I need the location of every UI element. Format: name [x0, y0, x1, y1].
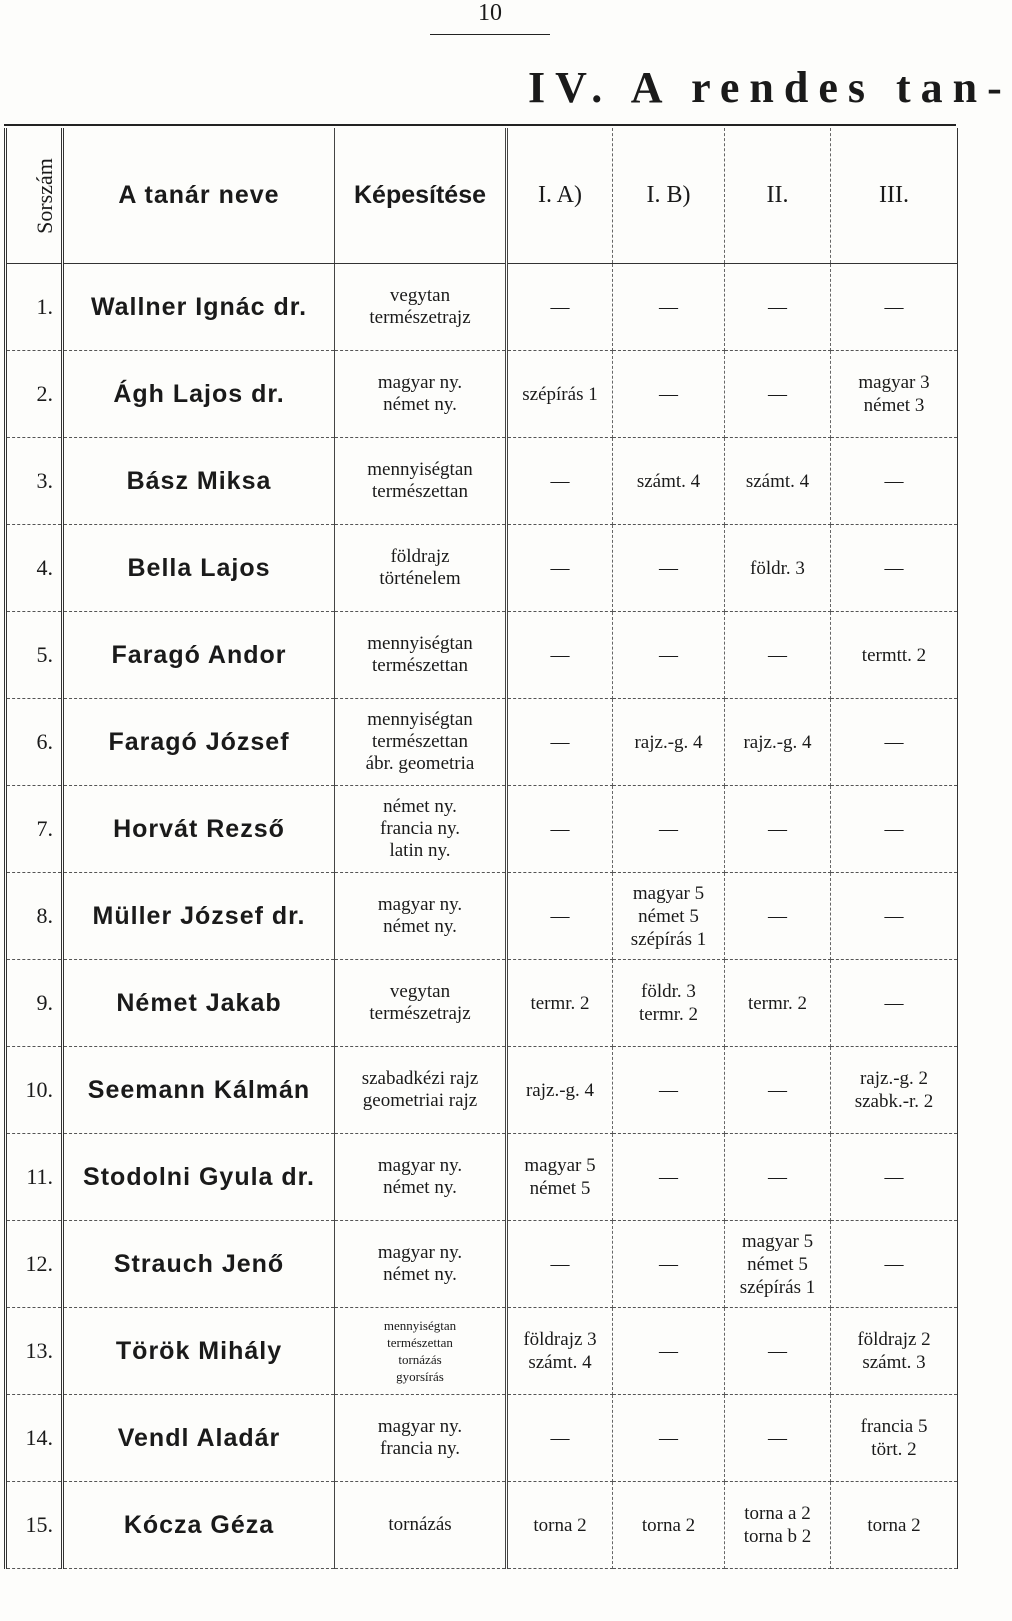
class-assignment-cell — [725, 699, 831, 786]
class-assignment-cell — [725, 438, 831, 525]
assignment-line: rajz.-g. 2 — [859, 1068, 929, 1089]
assignment-line: — — [768, 1079, 787, 1101]
teacher-name: Müller József dr. — [63, 873, 335, 960]
assignment-line: termr. 2 — [638, 1004, 699, 1025]
page-number-rule — [430, 34, 550, 35]
class-assignment-cell — [507, 1308, 613, 1395]
class-assignment-cell — [831, 1395, 958, 1482]
header-class-1b: I. B) — [613, 128, 725, 264]
class-assignment-cell — [831, 1308, 958, 1395]
teacher-name: Strauch Jenő — [63, 1221, 335, 1308]
assignment-line: — — [768, 1427, 787, 1449]
table-row — [6, 351, 958, 438]
class-assignment-cell — [507, 786, 613, 873]
class-assignment-cell — [613, 1395, 725, 1482]
qualification-cell — [335, 873, 507, 960]
assignment-line: — — [659, 557, 678, 579]
row-number: 2. — [6, 351, 63, 438]
qualification-line: vegytan — [389, 285, 451, 306]
assignment-line: — — [550, 470, 570, 492]
assignment-line: — — [550, 557, 570, 579]
qualification-cell — [335, 1308, 507, 1395]
row-number: 6. — [6, 699, 63, 786]
qualification-line: magyar ny. — [377, 372, 463, 393]
header-class-2: II. — [725, 128, 831, 264]
row-number: 7. — [6, 786, 63, 873]
assignment-line: szépírás 1 — [739, 1276, 816, 1298]
qualification-cell — [335, 699, 507, 786]
assignment-line: számt. 4 — [745, 470, 810, 492]
qualification-line: német ny. — [383, 394, 457, 415]
assignment-line: magyar 5 — [632, 882, 705, 904]
assignment-line: — — [884, 1253, 904, 1275]
class-assignment-cell — [831, 960, 958, 1047]
teacher-name: Bella Lajos — [63, 525, 335, 612]
row-number: 4. — [6, 525, 63, 612]
class-assignment-cell — [831, 1134, 958, 1221]
qualification-line: tornázás — [388, 1514, 452, 1535]
qualification-line: természetrajz — [369, 1003, 471, 1024]
class-assignment-cell — [831, 612, 958, 699]
row-number: 3. — [6, 438, 63, 525]
assignment-line: német 3 — [863, 395, 925, 416]
class-assignment-cell — [725, 960, 831, 1047]
header-teacher-name: A tanár neve — [63, 128, 335, 264]
class-assignment-cell — [507, 960, 613, 1047]
qualification-cell — [335, 1047, 507, 1134]
qualification-line: földrajz — [390, 546, 450, 567]
assignment-line: — — [659, 818, 678, 840]
teacher-name: Stodolni Gyula dr. — [63, 1134, 335, 1221]
class-assignment-cell — [507, 1134, 613, 1221]
section-heading: IV. A rendes tan- — [528, 63, 1012, 112]
assignment-line: — — [884, 470, 904, 492]
row-number: 1. — [6, 264, 63, 351]
qualification-line: francia ny. — [380, 818, 460, 839]
assignment-line: rajz.-g. 4 — [525, 1079, 595, 1101]
class-assignment-cell — [831, 264, 958, 351]
assignment-line: — — [550, 1253, 570, 1275]
qualification-cell — [335, 786, 507, 873]
qualification-line: vegytan — [389, 981, 451, 1002]
teacher-name: Ágh Lajos dr. — [63, 351, 335, 438]
qualification-line: mennyiségtan — [383, 1318, 457, 1333]
table-row — [6, 1134, 958, 1221]
qualification-line: gyorsírás — [396, 1369, 444, 1384]
assignment-line: — — [768, 905, 787, 927]
class-assignment-cell — [507, 1047, 613, 1134]
class-assignment-cell — [725, 264, 831, 351]
qualification-cell — [335, 960, 507, 1047]
assignment-line: földrajz 3 — [523, 1329, 597, 1350]
assignment-line: torna 2 — [641, 1514, 696, 1536]
assignment-line: magyar 3 — [858, 372, 930, 393]
qualification-cell — [335, 1395, 507, 1482]
assignment-line: — — [659, 1340, 678, 1362]
class-assignment-cell — [507, 1395, 613, 1482]
class-assignment-cell — [831, 1482, 958, 1569]
table-row — [6, 1395, 958, 1482]
qualification-cell — [335, 438, 507, 525]
qualification-line: francia ny. — [380, 1438, 460, 1459]
class-assignment-cell — [507, 525, 613, 612]
assignment-line: — — [659, 296, 678, 318]
class-assignment-cell — [831, 351, 958, 438]
row-number: 12. — [6, 1221, 63, 1308]
teacher-table-container — [4, 128, 956, 1614]
assignment-line: tört. 2 — [871, 1439, 917, 1460]
header-index: Sorszám — [6, 128, 63, 264]
class-assignment-cell — [613, 1308, 725, 1395]
class-assignment-cell — [613, 1221, 725, 1308]
assignment-line: francia 5 — [860, 1416, 928, 1437]
table-row — [6, 1482, 958, 1569]
table-row — [6, 525, 958, 612]
assignment-line: rajz.-g. 4 — [634, 731, 703, 753]
qualification-line: német ny. — [383, 1264, 457, 1285]
table-row — [6, 264, 958, 351]
assignment-line: szépírás 1 — [522, 383, 598, 405]
qualification-line: mennyiségtan — [367, 709, 473, 730]
qualification-line: mennyiségtan — [367, 633, 473, 654]
table-row — [6, 1308, 958, 1395]
assignment-line: magyar 5 — [524, 1155, 596, 1176]
class-assignment-cell — [725, 1134, 831, 1221]
assignment-line: földrajz 2 — [857, 1329, 931, 1350]
class-assignment-cell — [507, 351, 613, 438]
class-assignment-cell — [613, 786, 725, 873]
class-assignment-cell — [507, 873, 613, 960]
table-row — [6, 873, 958, 960]
assignment-line: — — [550, 644, 570, 666]
row-number: 10. — [6, 1047, 63, 1134]
assignment-line: — — [884, 818, 904, 840]
table-top-rule — [4, 124, 956, 126]
class-assignment-cell — [831, 786, 958, 873]
assignment-line: — — [768, 1166, 787, 1188]
class-assignment-cell — [613, 1047, 725, 1134]
class-assignment-cell — [725, 786, 831, 873]
table-row — [6, 1047, 958, 1134]
row-number: 5. — [6, 612, 63, 699]
assignment-line: rajz.-g. 4 — [743, 731, 812, 753]
row-number: 9. — [6, 960, 63, 1047]
teacher-name: Kócza Géza — [63, 1482, 335, 1569]
assignment-line: termr. 2 — [747, 992, 808, 1014]
assignment-line: termtt. 2 — [861, 644, 927, 666]
teacher-name: Faragó József — [63, 699, 335, 786]
assignment-line: — — [659, 383, 678, 405]
class-assignment-cell — [725, 1221, 831, 1308]
assignment-line: — — [550, 731, 570, 753]
qualification-line: szabadkézi rajz — [361, 1068, 479, 1089]
assignment-line: — — [884, 1166, 904, 1188]
qualification-cell — [335, 525, 507, 612]
row-number: 14. — [6, 1395, 63, 1482]
assignment-line: magyar 5 — [741, 1230, 814, 1252]
assignment-line: — — [768, 1340, 787, 1362]
assignment-line: számt. 4 — [636, 470, 701, 492]
table-row — [6, 786, 958, 873]
qualification-cell — [335, 351, 507, 438]
class-assignment-cell — [725, 525, 831, 612]
class-assignment-cell — [613, 351, 725, 438]
qualification-line: ábr. geometria — [365, 753, 475, 774]
assignment-line: — — [659, 1166, 678, 1188]
qualification-line: magyar ny. — [377, 1242, 463, 1263]
assignment-line: — — [884, 731, 904, 753]
page-number: 10 — [478, 0, 502, 26]
class-assignment-cell — [507, 1221, 613, 1308]
qualification-line: német ny. — [383, 1177, 457, 1198]
assignment-line: — — [659, 644, 678, 666]
class-assignment-cell — [831, 1047, 958, 1134]
assignment-line: — — [659, 1427, 678, 1449]
class-assignment-cell — [613, 1482, 725, 1569]
assignment-line: torna a 2 — [744, 1503, 811, 1524]
class-assignment-cell — [831, 873, 958, 960]
class-assignment-cell — [725, 612, 831, 699]
row-number: 15. — [6, 1482, 63, 1569]
assignment-line: torna 2 — [533, 1514, 587, 1536]
assignment-line: földr. 3 — [641, 981, 696, 1002]
teacher-name: Horvát Rezső — [63, 786, 335, 873]
assignment-line: — — [659, 1253, 678, 1275]
row-number: 11. — [6, 1134, 63, 1221]
class-assignment-cell — [831, 1221, 958, 1308]
assignment-line: — — [884, 296, 904, 318]
qualification-line: történelem — [379, 568, 461, 589]
assignment-line: termr. 2 — [530, 992, 590, 1014]
class-assignment-cell — [725, 351, 831, 438]
assignment-line: német 5 — [747, 1253, 808, 1275]
assignment-line: — — [550, 1427, 570, 1449]
qualification-cell — [335, 612, 507, 699]
qualification-line: német ny. — [383, 796, 457, 817]
assignment-line: számt. 4 — [528, 1352, 592, 1373]
qualification-cell — [335, 1134, 507, 1221]
row-number: 8. — [6, 873, 63, 960]
teacher-name: Seemann Kálmán — [63, 1047, 335, 1134]
qualification-line: magyar ny. — [377, 1155, 463, 1176]
class-assignment-cell — [613, 612, 725, 699]
class-assignment-cell — [507, 612, 613, 699]
class-assignment-cell — [613, 438, 725, 525]
class-assignment-cell — [725, 873, 831, 960]
assignment-line: — — [550, 296, 570, 318]
assignment-line: — — [550, 905, 570, 927]
class-assignment-cell — [613, 699, 725, 786]
teacher-name: Wallner Ignác dr. — [63, 264, 335, 351]
assignment-line: szabk.-r. 2 — [854, 1091, 934, 1112]
assignment-line: — — [550, 818, 570, 840]
teacher-name: Faragó Andor — [63, 612, 335, 699]
qualification-line: tornázás — [398, 1352, 442, 1367]
assignment-line: földr. 3 — [750, 557, 805, 579]
table-row — [6, 1221, 958, 1308]
teacher-name: Német Jakab — [63, 960, 335, 1047]
header-class-1a: I. A) — [507, 128, 613, 264]
qualification-line: latin ny. — [389, 840, 451, 861]
qualification-line: geometriai rajz — [362, 1090, 478, 1111]
table-row — [6, 699, 958, 786]
class-assignment-cell — [725, 1482, 831, 1569]
class-assignment-cell — [831, 438, 958, 525]
class-assignment-cell — [725, 1308, 831, 1395]
assignment-line: német 5 — [529, 1178, 591, 1199]
header-qualification: Képesítése — [335, 128, 507, 264]
assignment-line: számt. 3 — [862, 1352, 926, 1373]
qualification-line: természettan — [371, 655, 468, 676]
row-number: 13. — [6, 1308, 63, 1395]
class-assignment-cell — [507, 438, 613, 525]
assignment-line: — — [659, 1079, 678, 1101]
assignment-line: német 5 — [638, 905, 699, 927]
teacher-name: Török Mihály — [63, 1308, 335, 1395]
table-row — [6, 960, 958, 1047]
class-assignment-cell — [831, 525, 958, 612]
class-assignment-cell — [831, 699, 958, 786]
assignment-line: szépírás 1 — [630, 928, 707, 950]
table-row — [6, 438, 958, 525]
table-row — [6, 612, 958, 699]
class-assignment-cell — [613, 960, 725, 1047]
teacher-name: Bász Miksa — [63, 438, 335, 525]
class-assignment-cell — [613, 264, 725, 351]
qualification-line: természettan — [371, 481, 468, 502]
assignment-line: torna 2 — [867, 1514, 921, 1536]
assignment-line: — — [884, 905, 904, 927]
qualification-line: német ny. — [383, 916, 457, 937]
class-assignment-cell — [725, 1395, 831, 1482]
assignment-line: — — [884, 557, 904, 579]
class-assignment-cell — [613, 873, 725, 960]
class-assignment-cell — [507, 1482, 613, 1569]
qualification-cell — [335, 1482, 507, 1569]
header-class-3: III. — [831, 128, 958, 264]
qualification-cell — [335, 264, 507, 351]
class-assignment-cell — [613, 525, 725, 612]
class-assignment-cell — [507, 264, 613, 351]
assignment-line: — — [768, 644, 787, 666]
qualification-line: mennyiségtan — [367, 459, 473, 480]
teacher-name: Vendl Aladár — [63, 1395, 335, 1482]
table-body — [6, 264, 958, 1569]
table-header-row — [6, 128, 958, 264]
qualification-line: természettan — [387, 1335, 453, 1350]
class-assignment-cell — [507, 699, 613, 786]
qualification-line: magyar ny. — [377, 894, 463, 915]
class-assignment-cell — [725, 1047, 831, 1134]
assignment-line: — — [768, 818, 787, 840]
class-assignment-cell — [613, 1134, 725, 1221]
qualification-cell — [335, 1221, 507, 1308]
assignment-line: torna b 2 — [743, 1526, 812, 1547]
qualification-line: természetrajz — [369, 307, 471, 328]
assignment-line: — — [768, 383, 787, 405]
assignment-line: — — [884, 992, 904, 1014]
qualification-line: természettan — [371, 731, 468, 752]
teacher-assignment-table — [4, 128, 958, 1569]
qualification-line: magyar ny. — [377, 1416, 463, 1437]
assignment-line: — — [768, 296, 787, 318]
